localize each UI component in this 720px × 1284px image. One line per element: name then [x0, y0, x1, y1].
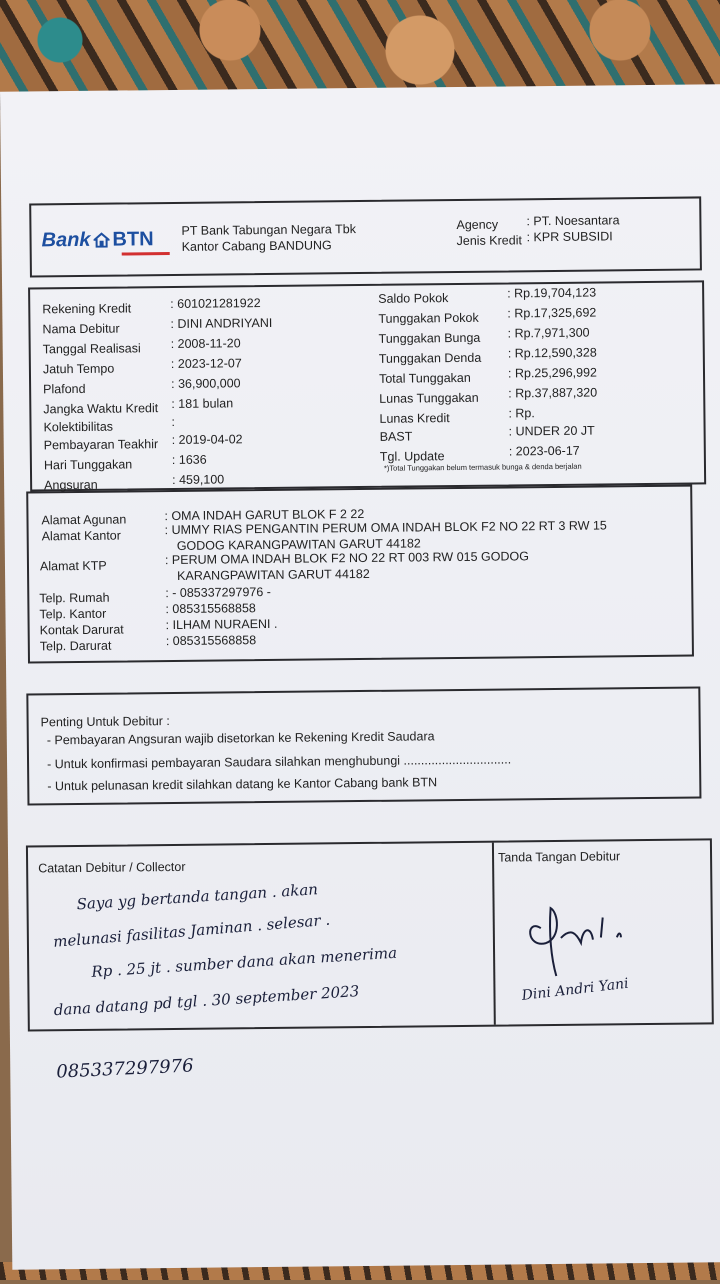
handwritten-phone: 085337297976 [55, 1055, 195, 1083]
account-right-label: Tunggakan Denda [378, 350, 482, 366]
account-left-label: Kolektibilitas [43, 419, 114, 435]
account-right-value: : Rp.7,971,300 [507, 325, 590, 341]
account-left-value: : 459,100 [172, 472, 225, 487]
handwritten-line-1: Saya yg bertanda tangan . akan [76, 880, 319, 914]
bank-name: PT Bank Tabungan Negara Tbk [181, 222, 356, 238]
account-left-value: : DINI ANDRIYANI [170, 315, 273, 331]
office-phone-value: : 085315568858 [165, 601, 256, 617]
account-left-label: Nama Debitur [42, 321, 120, 337]
account-left-value: : [171, 414, 176, 429]
notice-item-2: - Untuk konfirmasi pembayaran Saudara silahkan menghubungi ............................... [46, 752, 512, 772]
account-right-label: Tunggakan Pokok [378, 310, 479, 326]
office-phone-label: Telp. Kantor [39, 606, 107, 622]
credit-type-value: : KPR SUBSIDI [526, 229, 613, 245]
home-phone-label: Telp. Rumah [39, 590, 110, 606]
office-address-value-2: GODOG KARANGPAWITAN GARUT 44182 [176, 536, 421, 553]
logo-brand: BTN [112, 228, 154, 251]
agunan-value: : OMA INDAH GARUT BLOK F 2 22 [164, 506, 365, 524]
agency-value: : PT. Noesantara [526, 213, 620, 229]
account-left-label: Rekening Kredit [42, 301, 132, 317]
account-left-value: : 2008-11-20 [170, 336, 241, 351]
signature-scribble [520, 897, 641, 978]
account-left-label: Plafond [43, 381, 86, 397]
account-left-value: : 2023-12-07 [170, 356, 242, 371]
btn-house-icon [93, 232, 109, 248]
emergency-phone-value: : 085315568858 [165, 633, 257, 649]
account-right-label: Lunas Kredit [379, 411, 450, 426]
account-right-label: Lunas Tunggakan [379, 390, 479, 406]
logo-underline [122, 252, 170, 256]
account-right-value: : Rp.37,887,320 [508, 385, 598, 401]
account-left-value: : 601021281922 [170, 296, 261, 311]
account-left-value: : 2019-04-02 [171, 432, 243, 447]
account-right-value: : Rp. [508, 406, 535, 421]
logo-text: Bank [41, 228, 91, 252]
account-right-value: : UNDER 20 JT [508, 423, 595, 439]
ktp-address-value-2: KARANGPAWITAN GARUT 44182 [177, 566, 370, 583]
ktp-address-label: Alamat KTP [39, 558, 107, 574]
emergency-contact-label: Kontak Darurat [39, 622, 124, 638]
notice-item-1: - Pembayaran Angsuran wajib disetorkan ke Rekening Kredit Saudara [46, 729, 435, 748]
account-left-label: Jatuh Tempo [42, 361, 115, 377]
account-right-value: : Rp.25,296,992 [507, 365, 598, 381]
notice-title: Penting Untuk Debitur : [40, 714, 170, 730]
account-left-label: Tanggal Realisasi [42, 341, 141, 357]
account-right-label: Tunggakan Bunga [378, 330, 481, 346]
emergency-contact-value: : ILHAM NURAENI . [165, 616, 278, 633]
account-left-value: : 181 bulan [171, 396, 234, 411]
branch-name: Kantor Cabang BANDUNG [181, 238, 332, 254]
emergency-phone-label: Telp. Darurat [39, 638, 112, 654]
arrears-footnote: *)Total Tunggakan belum termasuk bunga & denda berjalan [383, 461, 582, 473]
account-left-label: Angsuran [44, 477, 98, 493]
account-left-label: Pembayaran Teakhir [43, 437, 159, 453]
account-right-value: : 2023-06-17 [508, 443, 580, 459]
account-right-value: : Rp.17,325,692 [507, 305, 597, 321]
agency-label: Agency [456, 217, 499, 232]
account-right-label: BAST [379, 429, 413, 444]
account-left-value: : 1636 [171, 452, 207, 467]
notice-item-3: - Untuk pelunasan kredit silahkan datang ke Kantor Cabang bank BTN [47, 775, 438, 794]
account-right-value: : Rp.19,704,123 [507, 285, 597, 301]
account-right-label: Tgl. Update [379, 449, 445, 464]
office-address-label: Alamat Kantor [41, 528, 121, 544]
account-right-value: : Rp.12,590,328 [507, 345, 597, 361]
handwritten-signature-name: Dini Andri Yani [520, 975, 630, 1004]
ktp-address-value: : PERUM OMA INDAH BLOK F2 NO 22 RT 003 RW 015 GODOG [164, 549, 529, 568]
handwritten-line-2: melunasi fasilitas Jaminan . selesar . [52, 910, 331, 951]
account-left-value: : 36,900,000 [171, 376, 241, 391]
credit-type-label: Jenis Kredit [456, 233, 522, 248]
account-left-label: Hari Tunggakan [43, 457, 133, 473]
notes-title: Catatan Debitur / Collector [38, 859, 186, 876]
handwritten-line-3: Rp . 25 jt . sumber dana akan menerima [90, 943, 398, 981]
home-phone-value: : - 085337297976 - [165, 584, 271, 601]
account-right-label: Saldo Pokok [378, 291, 449, 306]
signature-title: Tanda Tangan Debitur [497, 849, 621, 865]
handwritten-line-4: dana datang pd tgl . 30 september 2023 [53, 982, 360, 1020]
office-address-value: : UMMY RIAS PENGANTIN PERUM OMA INDAH BLOK F2 NO 22 RT 3 RW 15 [164, 518, 607, 538]
bank-logo [41, 228, 153, 252]
document-paper [0, 84, 720, 1269]
account-left-label: Jangka Waktu Kredit [43, 401, 159, 417]
agunan-label: Alamat Agunan [41, 512, 127, 528]
account-right-label: Total Tunggakan [378, 370, 471, 386]
